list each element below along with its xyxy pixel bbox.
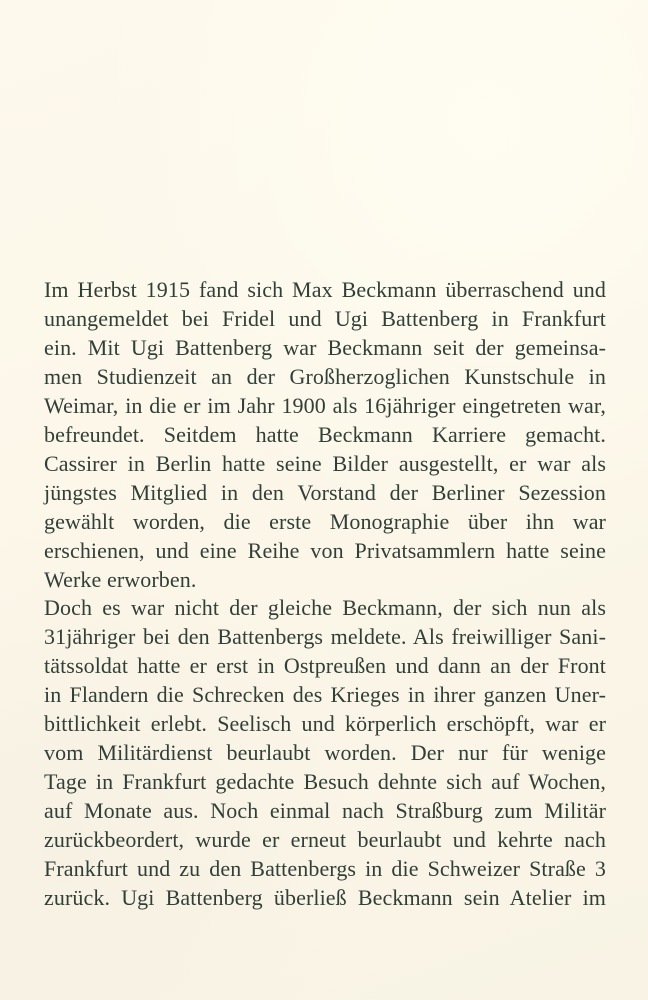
text-line: erschienen, und eine Reihe von Privatsammlern hatte seine (44, 537, 606, 563)
text-line: zurück. Ugi Battenberg überließ Beckmann sein Atelier im (44, 885, 606, 911)
text-line: unangemeldet bei Fridel und Ugi Battenberg in Frankfurt (44, 305, 606, 331)
text-line: bittlichkeit erlebt. Seelisch und körperlich erschöpft, war er (44, 711, 606, 737)
paragraph-2 (44, 594, 606, 912)
body-text (44, 276, 606, 913)
text-line: Doch es war nicht der gleiche Beckmann, der sich nun als (44, 595, 606, 621)
text-line: zurückbeordert, wurde er erneut beurlaubt und kehrte nach (44, 827, 606, 853)
text-line: tätssoldat hatte er erst in Ostpreußen und dann an der Front (44, 653, 606, 679)
text-line: Cassirer in Berlin hatte seine Bilder ausgestellt, er war als (44, 450, 606, 476)
text-line: Weimar, in die er im Jahr 1900 als 16jähriger eingetreten war, (44, 392, 606, 418)
text-line: ein. Mit Ugi Battenberg war Beckmann seit der gemeinsa- (44, 334, 606, 360)
text-line: Werke erworben. (44, 566, 197, 592)
text-line: Frankfurt und zu den Battenbergs in die Schweizer Straße 3 (44, 856, 606, 882)
text-line: Im Herbst 1915 fand sich Max Beckmann überraschend und (44, 277, 606, 302)
text-line: vom Militärdienst beurlaubt worden. Der nur für wenige (44, 740, 606, 766)
text-line: gewählt worden, die erste Monographie über ihn war (44, 508, 606, 534)
paragraph-1 (44, 276, 606, 594)
text-line: 31jähriger bei den Battenbergs meldete. Als freiwilliger Sani- (44, 624, 606, 650)
text-line: auf Monate aus. Noch einmal nach Straßburg zum Militär (44, 798, 606, 824)
text-line: befreundet. Seitdem hatte Beckmann Karriere gemacht. (44, 421, 606, 447)
text-line: jüngstes Mitglied in den Vorstand der Berliner Sezession (44, 479, 606, 505)
text-line: men Studienzeit an der Großherzoglichen Kunstschule in (44, 363, 606, 389)
text-line: Tage in Frankfurt gedachte Besuch dehnte sich auf Wochen, (44, 769, 606, 795)
text-line: in Flandern die Schrecken des Krieges in ihrer ganzen Uner- (44, 682, 606, 708)
